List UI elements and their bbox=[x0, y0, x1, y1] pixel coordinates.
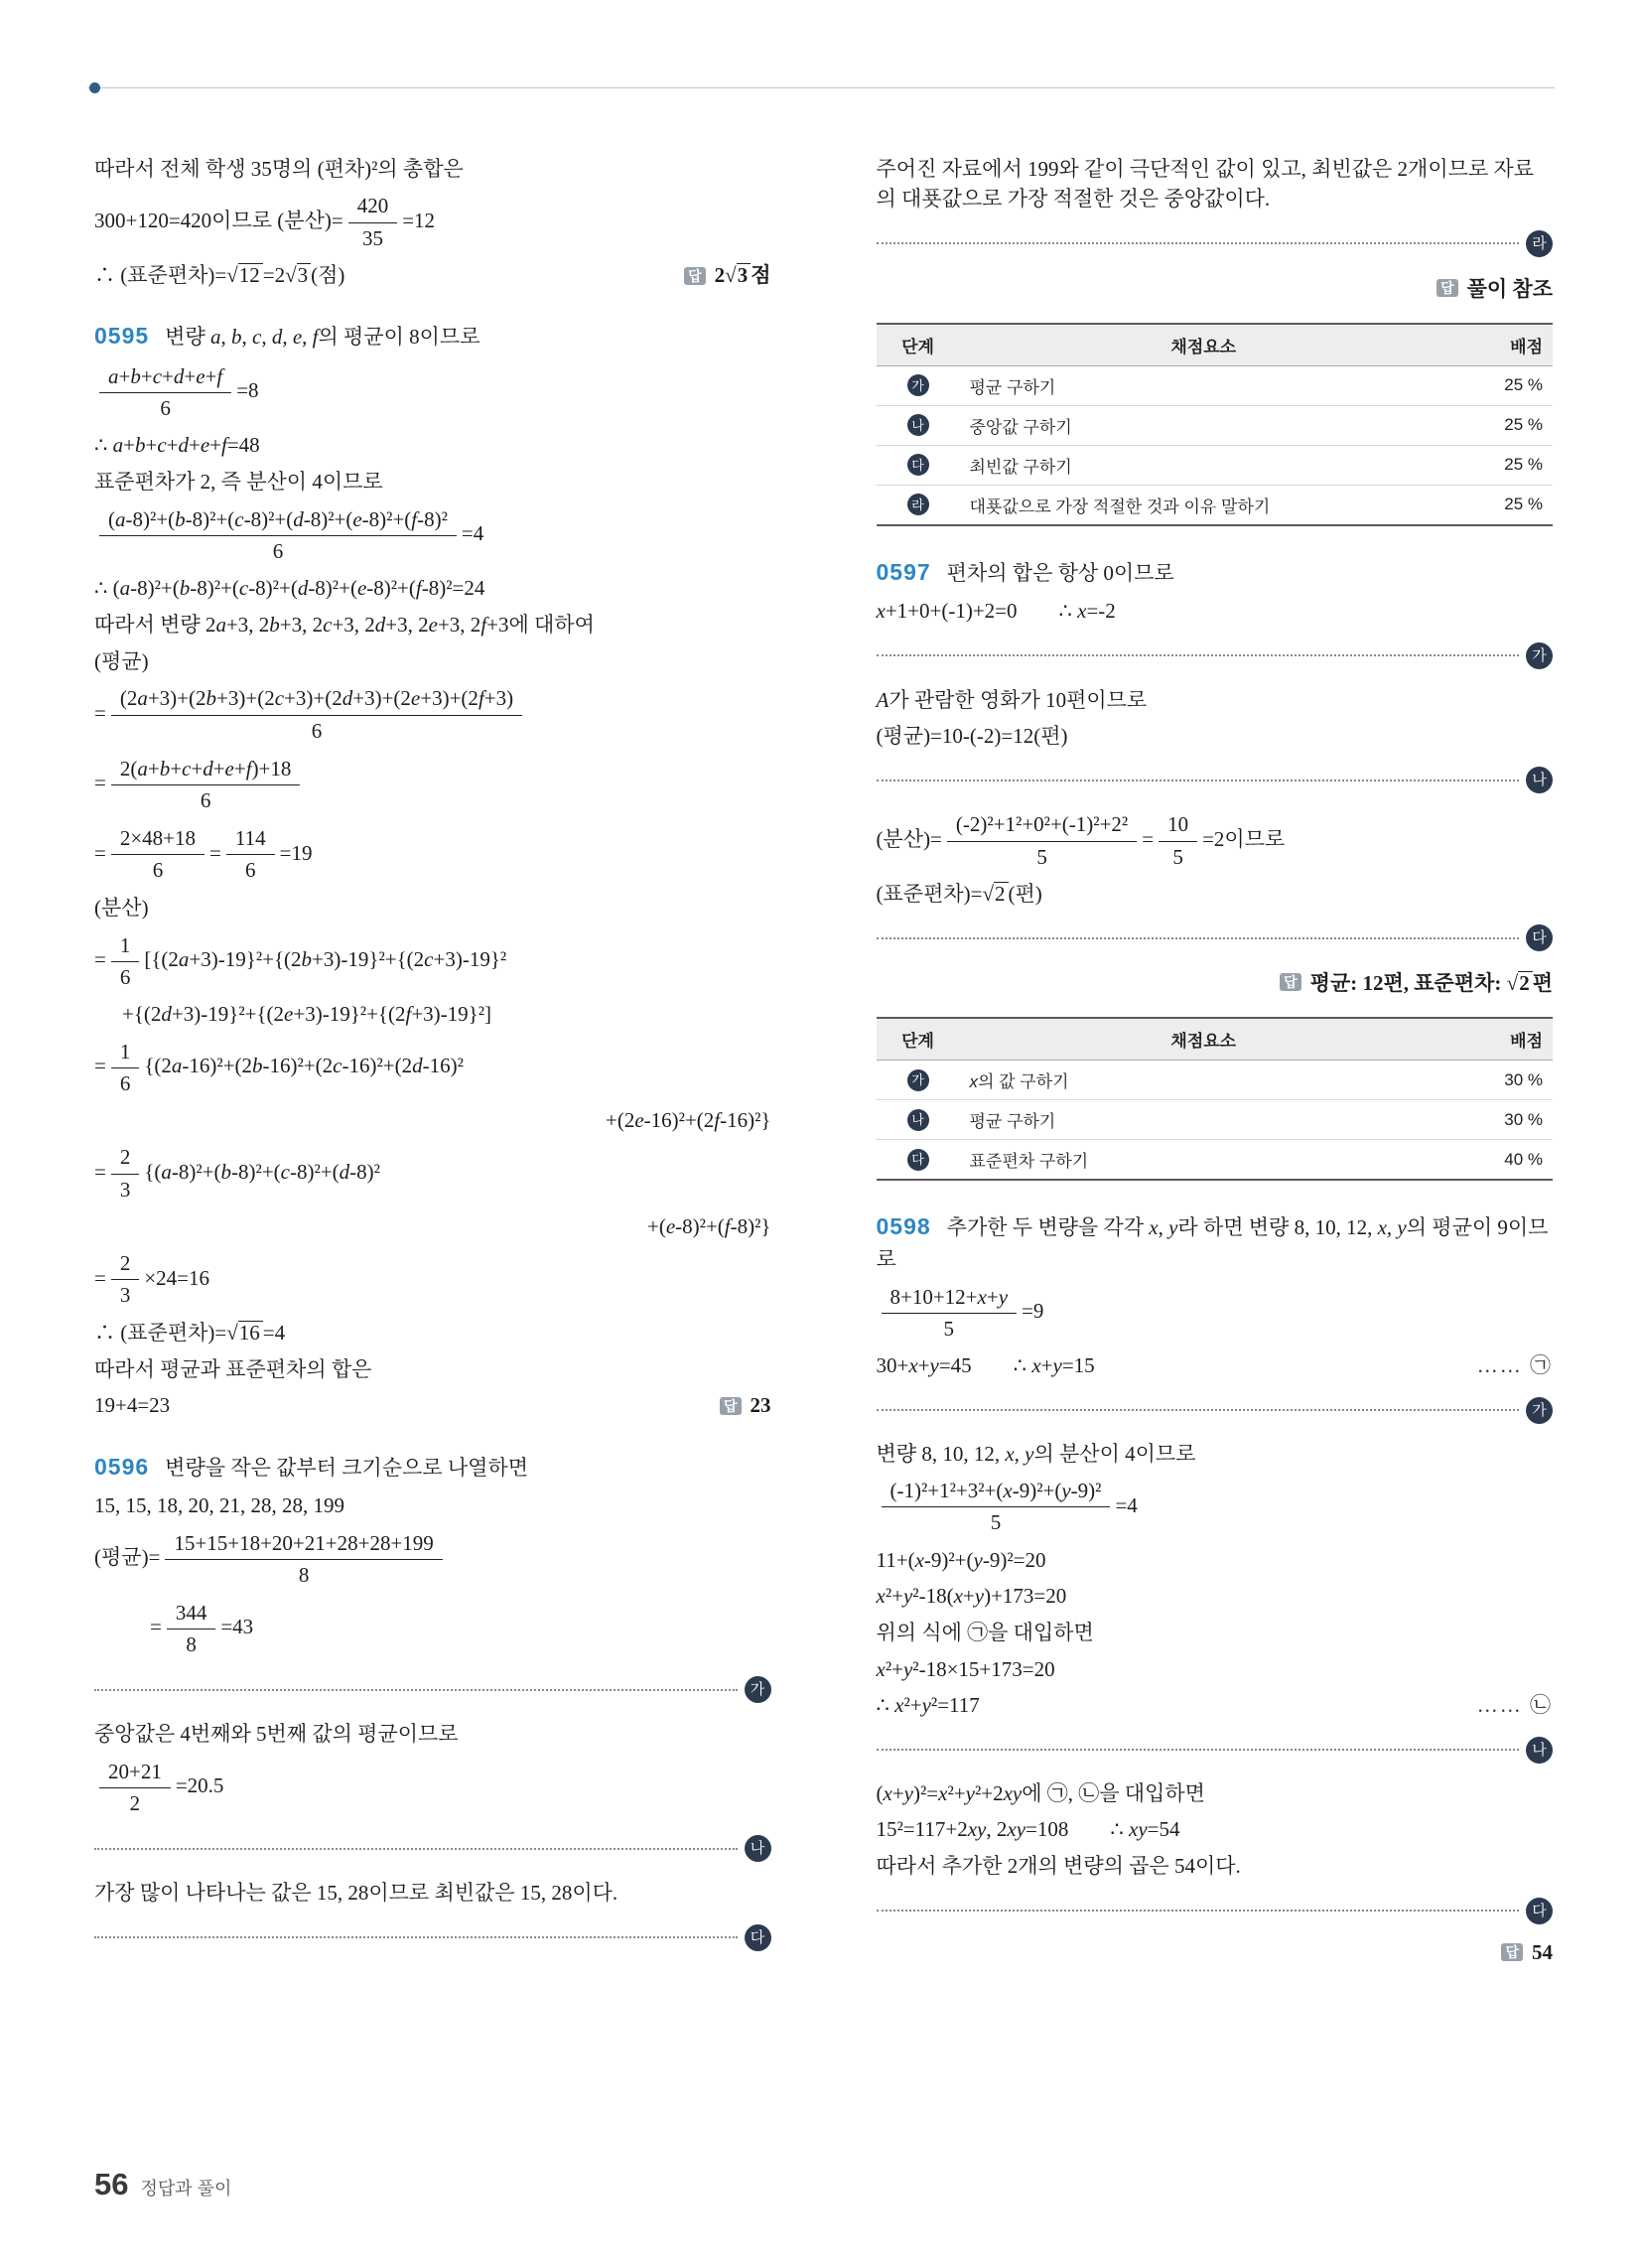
score-cell: 25 % bbox=[1447, 365, 1553, 405]
math-line bbox=[94, 1757, 771, 1819]
expression: 따라서 평균과 표준편차의 합은 bbox=[94, 1356, 372, 1381]
sqrt: √12 bbox=[226, 263, 263, 287]
denominator: 6 bbox=[200, 787, 211, 812]
grading-table-row bbox=[877, 365, 1554, 405]
step-badge: 다 bbox=[907, 454, 929, 476]
reference-tail: …… ㉡ bbox=[1476, 1693, 1553, 1718]
math-line bbox=[94, 1142, 771, 1205]
dotted-line bbox=[877, 654, 1520, 656]
fraction bbox=[111, 826, 205, 883]
expression: A가 관람한 영화가 10편이므로 bbox=[876, 687, 1148, 712]
fraction bbox=[99, 364, 231, 421]
math-line bbox=[94, 754, 771, 816]
expression: 위의 식에 ㉠을 대입하면 bbox=[876, 1621, 1094, 1645]
denominator: 6 bbox=[311, 718, 323, 743]
answer-value: 평균: 12편, 표준편차: √2 편 bbox=[1309, 971, 1553, 996]
numerator: a+b+c+d+e+f bbox=[99, 364, 231, 393]
math-line bbox=[877, 809, 1554, 872]
criteria-cell: 표준편차 구하기 bbox=[960, 1140, 1448, 1181]
expression: +(e-8)²+(f-8)²} bbox=[646, 1213, 771, 1238]
criteria-cell: 최빈값 구하기 bbox=[960, 445, 1448, 485]
step-badge: 라 bbox=[1526, 230, 1553, 257]
step-badge: 나 bbox=[1526, 767, 1553, 793]
denominator: 6 bbox=[119, 1070, 131, 1095]
header-rule bbox=[87, 87, 1555, 88]
expression: $\frac{8+10+12+x+y}{5}$ =9 bbox=[877, 1299, 1044, 1323]
expression: ∴ x²+y²=117 bbox=[876, 1693, 980, 1718]
math-line bbox=[94, 574, 771, 603]
step-badge: 다 bbox=[1526, 924, 1553, 951]
answer-line bbox=[877, 273, 1554, 303]
reference-tail: …… ㉠ bbox=[1476, 1353, 1553, 1378]
expression: 30+x+y=45 ∴ x+y=15 bbox=[876, 1353, 1095, 1378]
math-line bbox=[94, 361, 771, 424]
step-badge: 가 bbox=[1526, 642, 1553, 669]
math-line bbox=[94, 1248, 771, 1311]
grading-table-row bbox=[877, 1061, 1554, 1100]
step-badge: 라 bbox=[907, 494, 929, 515]
expression: x+1+0+(-1)+2=0 ∴ x=-2 bbox=[876, 599, 1116, 624]
answer-label-icon: 답 bbox=[684, 267, 706, 285]
expression: $\frac{\text{(a-8)²+(b-8)²+(c-8)²+(d-8)²+(e-8)²+(f-8)²}}{6}$ =4 bbox=[94, 521, 483, 545]
math-line bbox=[94, 930, 771, 993]
expression: = $\frac{1}{6}$ {(2a-16)²+(2b-16)²+(2c-16)²+(2d-16)² bbox=[94, 1039, 464, 1095]
section-divider bbox=[877, 1898, 1554, 1924]
dotted-line bbox=[877, 1910, 1520, 1912]
criteria-cell: x의 값 구하기 bbox=[960, 1061, 1448, 1100]
right-column bbox=[877, 147, 1554, 2149]
radicand: 3 bbox=[297, 263, 312, 287]
header-dot-icon bbox=[89, 82, 100, 93]
sqrt: √2 bbox=[982, 882, 1008, 906]
expression: (x+y)²=x²+y²+2xy에 ㉠, ㉡을 대입하면 bbox=[876, 1780, 1205, 1805]
math-line bbox=[877, 1779, 1554, 1808]
section-divider bbox=[877, 767, 1554, 793]
section-divider bbox=[94, 1835, 771, 1862]
grading-table-body bbox=[877, 1061, 1554, 1181]
numerator: 1 bbox=[111, 1040, 140, 1068]
section-divider bbox=[877, 642, 1554, 669]
numerator: 2×48+18 bbox=[111, 826, 205, 855]
expression: = $\frac{2}{3}$ {(a-8)²+(b-8)²+(c-8)²+(d-8)² bbox=[94, 1145, 380, 1202]
grading-table-row bbox=[877, 445, 1554, 485]
text-line bbox=[877, 1851, 1554, 1881]
step-cell bbox=[877, 365, 960, 405]
answer-line bbox=[877, 1940, 1554, 1965]
denominator: 8 bbox=[298, 1562, 310, 1587]
math-line bbox=[877, 1476, 1554, 1538]
grading-table bbox=[877, 323, 1554, 526]
math-line bbox=[877, 1440, 1554, 1469]
step-badge: 가 bbox=[745, 1676, 771, 1703]
score-cell: 30 % bbox=[1447, 1061, 1553, 1100]
step-badge: 가 bbox=[907, 374, 929, 396]
fraction bbox=[111, 933, 140, 990]
dotted-line bbox=[94, 1689, 738, 1691]
math-line bbox=[94, 261, 771, 290]
text-line bbox=[94, 893, 771, 922]
step-badge: 다 bbox=[907, 1149, 929, 1171]
denominator: 5 bbox=[943, 1317, 955, 1342]
step-badge: 가 bbox=[907, 1069, 929, 1091]
section-divider bbox=[877, 924, 1554, 951]
expression: $\frac{a+b+c+d+e+f}{6}$ =8 bbox=[94, 378, 259, 402]
expression: 19+4=23 bbox=[94, 1393, 171, 1418]
problem-number: 0596 bbox=[94, 1453, 150, 1480]
criteria-cell: 중앙값 구하기 bbox=[960, 405, 1448, 445]
dotted-line bbox=[877, 1749, 1520, 1751]
numerator: 20+21 bbox=[99, 1760, 171, 1788]
expression: (분산)= $\frac{\text{(-2)²+1²+0²+(-1)²+2²}}{5}$ = $\frac{10}{5}$ =2이므로 bbox=[876, 812, 1286, 869]
problem-intro: 편차의 합은 항상 0이므로 bbox=[946, 560, 1174, 585]
math-line bbox=[94, 683, 771, 746]
grading-table-header: 배점 bbox=[1447, 1018, 1553, 1061]
numerator: 15+15+18+20+21+28+28+199 bbox=[165, 1531, 442, 1560]
numerator: (a-8)²+(b-8)²+(c-8)²+(d-8)²+(e-8)²+(f-8)² bbox=[99, 507, 457, 536]
text-line bbox=[94, 646, 771, 676]
math-line bbox=[877, 1351, 1554, 1380]
step-cell bbox=[877, 1140, 960, 1181]
math-line bbox=[94, 191, 771, 253]
math-line bbox=[94, 504, 771, 567]
grading-table-header: 배점 bbox=[1447, 324, 1553, 366]
math-line bbox=[877, 1655, 1554, 1684]
math-line bbox=[94, 1598, 771, 1660]
denominator: 5 bbox=[990, 1510, 1002, 1535]
numerator: 420 bbox=[348, 194, 398, 222]
radicand: 16 bbox=[238, 1321, 263, 1345]
step-badge: 다 bbox=[1526, 1898, 1553, 1924]
math-line bbox=[94, 1106, 771, 1135]
radicand: 2 bbox=[1518, 971, 1533, 995]
grading-table-header: 채점요소 bbox=[960, 1018, 1448, 1061]
expression: 중앙값은 4번째와 5번째 값의 평균이므로 bbox=[94, 1722, 459, 1747]
dotted-line bbox=[877, 1409, 1520, 1411]
expression: = $\frac{2\times 48+18}{6}$ = $\frac{114}{6}$ =19 bbox=[94, 826, 313, 883]
expression: 주어진 자료에서 199와 같이 극단적인 값이 있고, 최빈값은 2개이므로 자료의 대푯값으로 가장 적절한 것은 중앙값이다. bbox=[876, 157, 1535, 212]
numerator: 2 bbox=[111, 1145, 140, 1174]
problem-header bbox=[877, 556, 1554, 589]
expression: = $\frac{344}{8}$ =43 bbox=[150, 1600, 254, 1657]
grading-table-head bbox=[877, 324, 1554, 366]
score-cell: 25 % bbox=[1447, 485, 1553, 525]
denominator: 6 bbox=[152, 858, 164, 883]
problem-intro: 변량을 작은 값부터 크기순으로 나열하면 bbox=[165, 1455, 529, 1480]
fraction bbox=[165, 1531, 442, 1588]
left-column bbox=[94, 147, 771, 2149]
numerator: 8+10+12+x+y bbox=[882, 1285, 1018, 1314]
radicand: 3 bbox=[737, 263, 752, 287]
footer-label: 정답과 풀이 bbox=[140, 2179, 232, 2198]
step-cell bbox=[877, 1061, 960, 1100]
math-line bbox=[94, 1000, 771, 1029]
step-badge: 가 bbox=[1526, 1397, 1553, 1424]
answer-label-icon: 답 bbox=[1280, 973, 1301, 991]
step-cell bbox=[877, 445, 960, 485]
expression: +{(2d+3)-19}²+{(2e+3)-19}²+{(2f+3)-19}²] bbox=[122, 1002, 492, 1027]
math-line bbox=[94, 1212, 771, 1241]
dotted-line bbox=[94, 1936, 738, 1938]
criteria-cell: 대푯값으로 가장 적절한 것과 이유 말하기 bbox=[960, 485, 1448, 525]
page-number: 56 bbox=[94, 2167, 129, 2201]
score-cell: 30 % bbox=[1447, 1100, 1553, 1140]
fraction bbox=[111, 1145, 140, 1202]
text-line bbox=[94, 1354, 771, 1384]
text-line bbox=[94, 154, 771, 184]
answer-label-icon: 답 bbox=[720, 1397, 742, 1415]
denominator: 35 bbox=[361, 225, 383, 250]
fraction bbox=[111, 1040, 140, 1096]
score-cell: 25 % bbox=[1447, 405, 1553, 445]
score-cell: 40 % bbox=[1447, 1140, 1553, 1181]
page-footer bbox=[94, 2167, 231, 2202]
criteria-cell: 평균 구하기 bbox=[960, 1100, 1448, 1140]
step-cell bbox=[877, 1100, 960, 1140]
grading-table-header-row bbox=[877, 324, 1554, 366]
expression: $\frac{20+21}{2}$ =20.5 bbox=[94, 1773, 223, 1797]
grading-table-body bbox=[877, 365, 1554, 525]
text-line bbox=[94, 1878, 771, 1908]
denominator: 6 bbox=[244, 858, 256, 883]
expression: 15²=117+2xy, 2xy=108 ∴ xy=54 bbox=[876, 1816, 1180, 1841]
expression: 따라서 전체 학생 35명의 (편차)²의 총합은 bbox=[94, 157, 464, 181]
fraction bbox=[348, 194, 398, 250]
problem-header bbox=[94, 1451, 771, 1484]
answer-label-icon: 답 bbox=[1437, 279, 1458, 297]
text-line bbox=[877, 685, 1554, 715]
numerator: 2 bbox=[111, 1251, 140, 1280]
score-cell: 25 % bbox=[1447, 445, 1553, 485]
fraction bbox=[882, 1285, 1018, 1342]
expression: = $\frac{(2a+3)+(2b+3)+(2c+3)+(2d+3)+(2e+3)+(2f+3)}{6}$ bbox=[94, 701, 527, 725]
grading-table-header: 단계 bbox=[877, 324, 960, 366]
math-line bbox=[94, 1491, 771, 1520]
numerator: (-2)²+1²+0²+(-1)²+2² bbox=[947, 812, 1137, 841]
math-line bbox=[877, 1691, 1554, 1720]
grading-table-row bbox=[877, 485, 1554, 525]
expression: 15, 15, 18, 20, 21, 28, 28, 199 bbox=[94, 1493, 344, 1518]
fraction bbox=[99, 1760, 171, 1816]
denominator: 6 bbox=[160, 395, 171, 420]
numerator: 114 bbox=[226, 826, 275, 855]
denominator: 8 bbox=[186, 1632, 197, 1657]
problem-intro: 변량 a, b, c, d, e, f의 평균이 8이므로 bbox=[165, 325, 480, 350]
text-line bbox=[94, 1719, 771, 1749]
math-line bbox=[877, 1282, 1554, 1345]
fraction bbox=[1159, 812, 1197, 869]
numerator: (2a+3)+(2b+3)+(2c+3)+(2d+3)+(2e+3)+(2f+3) bbox=[111, 686, 522, 715]
expression: +(2e-16)²+(2f-16)²} bbox=[605, 1108, 771, 1133]
text-line bbox=[877, 1618, 1554, 1647]
step-badge: 나 bbox=[745, 1835, 771, 1862]
math-line bbox=[94, 1037, 771, 1099]
fraction bbox=[167, 1601, 216, 1657]
expression: $\frac{\text{(-1)²+1²+3²+(x-9)²+(y-9)²}}{5}$ =4 bbox=[877, 1493, 1138, 1517]
section-divider bbox=[877, 1737, 1554, 1764]
expression: ∴ (표준편차)=√16 =4 bbox=[94, 1320, 286, 1345]
text-line bbox=[877, 154, 1554, 214]
section-divider bbox=[94, 1924, 771, 1951]
dotted-line bbox=[94, 1848, 738, 1850]
numerator: 10 bbox=[1159, 812, 1197, 841]
problem-number: 0598 bbox=[876, 1213, 931, 1240]
fraction bbox=[111, 686, 522, 743]
expression: (평균)= $\frac{15+15+18+20+21+28+28+199}{8}$ bbox=[94, 1545, 448, 1569]
section-divider bbox=[877, 230, 1554, 257]
math-line bbox=[94, 611, 771, 639]
math-line bbox=[877, 597, 1554, 626]
numerator: 344 bbox=[167, 1601, 216, 1630]
text-line bbox=[94, 467, 771, 496]
expression: 표준편차가 2, 즉 분산이 4이므로 bbox=[94, 470, 383, 495]
expression: 300+120=420이므로 (분산)= $\frac{420}{35}$ =12 bbox=[94, 194, 436, 250]
expression: (분산) bbox=[94, 896, 149, 921]
math-line bbox=[94, 1528, 771, 1591]
numerator: (-1)²+1²+3²+(x-9)²+(y-9)² bbox=[882, 1479, 1111, 1507]
math-line bbox=[877, 1546, 1554, 1575]
expression: 따라서 추가한 2개의 변량의 곱은 54이다. bbox=[876, 1854, 1241, 1879]
radicand: 12 bbox=[238, 263, 263, 287]
sqrt: √2 bbox=[1507, 971, 1533, 995]
sqrt: √16 bbox=[226, 1321, 263, 1345]
step-cell bbox=[877, 405, 960, 445]
denominator: 3 bbox=[119, 1283, 131, 1308]
denominator: 6 bbox=[119, 965, 131, 990]
grading-table-header: 단계 bbox=[877, 1018, 960, 1061]
math-line bbox=[877, 880, 1554, 909]
fraction bbox=[111, 757, 301, 813]
grading-table-head bbox=[877, 1018, 1554, 1061]
radicand: 2 bbox=[994, 882, 1009, 906]
answer-value: 23 bbox=[750, 1393, 771, 1418]
problem-number: 0595 bbox=[94, 323, 150, 350]
math-line bbox=[877, 1815, 1554, 1844]
grading-table-row bbox=[877, 1100, 1554, 1140]
expression: x²+y²-18(x+y)+173=20 bbox=[876, 1583, 1067, 1608]
expression: 11+(x-9)²+(y-9)²=20 bbox=[876, 1547, 1046, 1572]
fraction bbox=[882, 1479, 1111, 1535]
denominator: 5 bbox=[1172, 844, 1183, 869]
expression: = $\frac{2}{3}$ ×24=16 bbox=[94, 1251, 210, 1308]
problem-header bbox=[94, 320, 771, 353]
numerator: 2(a+b+c+d+e+f)+18 bbox=[111, 757, 301, 785]
problem-number: 0597 bbox=[876, 558, 931, 585]
problem-header bbox=[877, 1210, 1554, 1274]
answer-label-icon: 답 bbox=[1501, 1943, 1523, 1961]
expression: ∴ (a-8)²+(b-8)²+(c-8)²+(d-8)²+(e-8)²+(f-8)²=24 bbox=[94, 576, 485, 601]
section-divider bbox=[94, 1676, 771, 1703]
step-badge: 다 bbox=[745, 1924, 771, 1951]
math-line bbox=[877, 722, 1554, 751]
math-line bbox=[94, 823, 771, 886]
expression: (평균) bbox=[94, 648, 149, 673]
answer-value: 54 bbox=[1532, 1939, 1553, 1964]
math-line bbox=[94, 1319, 771, 1347]
expression: = $\frac{2(a+b+c+d+e+f)+18}{6}$ bbox=[94, 771, 305, 794]
expression: (표준편차)=√2 (편) bbox=[876, 881, 1042, 906]
grading-table-row bbox=[877, 1140, 1554, 1181]
sqrt: √3 bbox=[285, 263, 311, 287]
answer-line bbox=[877, 967, 1554, 997]
criteria-cell: 평균 구하기 bbox=[960, 365, 1448, 405]
step-badge: 나 bbox=[907, 414, 929, 436]
expression: 따라서 변량 2a+3, 2b+3, 2c+3, 2d+3, 2e+3, 2f+3에 대하여 bbox=[94, 612, 595, 637]
expression: ∴ a+b+c+d+e+f=48 bbox=[94, 432, 260, 457]
two-column-layout bbox=[94, 147, 1553, 2149]
dotted-line bbox=[877, 937, 1520, 939]
denominator: 6 bbox=[272, 538, 284, 563]
fraction bbox=[947, 812, 1137, 869]
denominator: 3 bbox=[119, 1177, 131, 1202]
fraction bbox=[111, 1251, 140, 1308]
grading-table bbox=[877, 1017, 1554, 1181]
grading-table-header: 채점요소 bbox=[960, 324, 1448, 366]
inline-answer bbox=[684, 261, 770, 290]
expression: 변량 8, 10, 12, x, y의 분산이 4이므로 bbox=[876, 1441, 1196, 1466]
step-badge: 나 bbox=[1526, 1737, 1553, 1764]
denominator: 2 bbox=[129, 1790, 141, 1815]
math-line bbox=[877, 1582, 1554, 1611]
expression: = $\frac{1}{6}$ [{(2a+3)-19}²+{(2b+3)-19}²+{(2c+3)-19}² bbox=[94, 932, 507, 990]
fraction bbox=[99, 507, 457, 564]
answer-value: 풀이 참조 bbox=[1466, 276, 1553, 301]
expression: (평균)=10-(-2)=12(편) bbox=[876, 724, 1068, 749]
denominator: 5 bbox=[1036, 844, 1047, 869]
fraction bbox=[226, 826, 275, 883]
grading-table-row bbox=[877, 405, 1554, 445]
sqrt: √3 bbox=[725, 263, 751, 287]
expression: ∴ (표준편차)=√12 =2√3 (점) bbox=[94, 262, 345, 287]
math-line bbox=[94, 431, 771, 460]
step-badge: 나 bbox=[907, 1109, 929, 1131]
inline-answer bbox=[720, 1391, 771, 1420]
section-divider bbox=[877, 1397, 1554, 1424]
answer-value: 2√3 점 bbox=[714, 262, 771, 287]
expression: x²+y²-18×15+173=20 bbox=[876, 1656, 1055, 1681]
step-cell bbox=[877, 485, 960, 525]
numerator: 1 bbox=[111, 933, 140, 962]
expression: 가장 많이 나타나는 값은 15, 28이므로 최빈값은 15, 28이다. bbox=[94, 1881, 618, 1906]
grading-table-header-row bbox=[877, 1018, 1554, 1061]
dotted-line bbox=[877, 242, 1520, 244]
math-line bbox=[94, 1391, 771, 1420]
problem-intro: 추가한 두 변량을 각각 x, y라 하면 변량 8, 10, 12, x, y의 평균이 9이므로 bbox=[876, 1215, 1549, 1271]
dotted-line bbox=[877, 780, 1520, 781]
